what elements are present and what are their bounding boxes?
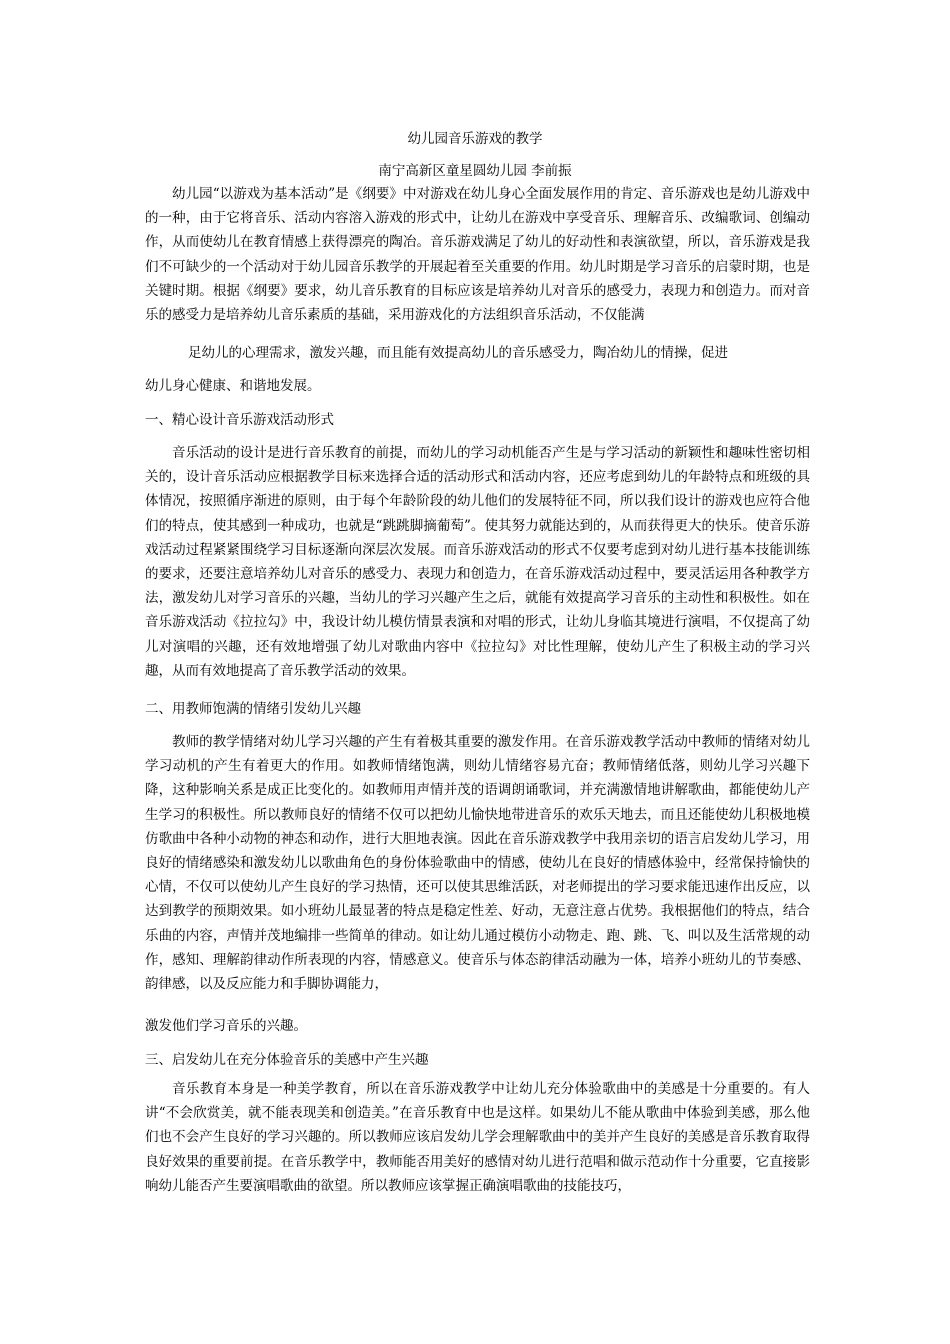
section-2-paragraph: 教师的教学情绪对幼儿学习兴趣的产生有着极其重要的激发作用。在音乐游戏教学活动中教师的情绪对幼儿学习动机的产生有着更大的作用。如教师情绪饱满，则幼儿情绪容易亢奋；教师情绪低落，则幼儿学习兴趣下降，这种影响关系是成正比变化的。如教师用声情并茂的语调朗诵歌词，并充满激情地讲解歌曲，都能使幼儿产生学习的积极性。所以教师良好的情绪不仅可以把幼儿愉快地带进音乐的欢乐天地去，而且还能使幼儿积极地模仿歌曲中各种小动物的神态和动作，进行大胆地表演。因此在音乐游戏教学中我用亲切的语言启发幼儿学习，用良好的情绪感染和激发幼儿以歌曲角色的身份体验歌曲中的情感，使幼儿在良好的情感体验中，经常保持愉快的心情，不仅可以使幼儿产生良好的学习热情，还可以使其思维活跃，对老师提出的学习要求能迅速作出反应，以达到教学的预期效果。如小班幼儿最显著的特点是稳定性差、好动，无意注意占优势。我根据他们的特点，结合乐曲的内容，声情并茂地编排一些简单的律动。如让幼儿通过模仿小动物走、跑、跳、飞、叫以及生活常规的动作，感知、理解韵律动作所表现的内容，情感意义。使音乐与体态韵律活动融为一体，培养小班幼儿的节奏感、韵律感，以及反应能力和手脚协调能力， <box>145 734 810 993</box>
section-1-heading: 一、精心设计音乐游戏活动形式 <box>145 412 334 428</box>
section-2-paragraph-line-2: 激发他们学习音乐的兴趣。 <box>145 1018 307 1034</box>
intro-paragraph-line-3: 幼儿身心健康、和谐地发展。 <box>145 378 321 394</box>
section-2-heading: 二、用教师饱满的情绪引发幼儿兴趣 <box>145 701 361 717</box>
document-author: 南宁高新区童星圆幼儿园 李前振 <box>378 163 572 179</box>
intro-paragraph-line-2: 足幼儿的心理需求，激发兴趣，而且能有效提高幼儿的音乐感受力，陶冶幼儿的情操，促进 <box>188 345 728 361</box>
intro-paragraph: 幼儿园“以游戏为基本活动”是《纲要》中对游戏在幼儿身心全面发展作用的肯定、音乐游戏也是幼儿游戏中的一种，由于它将音乐、活动内容溶入游戏的形式中，让幼儿在游戏中享受音乐、理解音乐、改编歌词、创编动作，从而使幼儿在教育情感上获得漂亮的陶冶。音乐游戏满足了幼儿的好动性和表演欲望，所以，音乐游戏是我们不可缺少的一个活动对于幼儿园音乐教学的开展起着至关重要的作用。幼儿时期是学习音乐的启蒙时期，也是关键时期。根据《纲要》要求，幼儿音乐教育的目标应该是培养幼儿对音乐的感受力，表现力和创造力。而对音乐的感受力是培养幼儿音乐素质的基础，采用游戏化的方法组织音乐活动，不仅能满 <box>145 186 810 324</box>
document-title: 幼儿园音乐游戏的教学 <box>407 131 543 147</box>
section-3-heading: 三、启发幼儿在充分体验音乐的美感中产生兴趣 <box>145 1052 429 1068</box>
section-3-paragraph: 音乐教育本身是一种美学教育，所以在音乐游戏教学中让幼儿充分体验歌曲中的美感是十分重要的。有人讲“不会欣赏美，就不能表现美和创造美。”在音乐教育中也是这样。如果幼儿不能从歌曲中体验到美感，那么他们也不会产生良好的学习兴趣的。所以教师应该启发幼儿学会理解歌曲中的美并产生良好的美感是音乐教育取得良好效果的重要前提。在音乐教学中，教师能否用美好的感情对幼儿进行范唱和做示范动作十分重要，它直接影响幼儿能否产生要演唱歌曲的欲望。所以教师应该掌握正确演唱歌曲的技能技巧， <box>145 1081 810 1194</box>
section-1-paragraph: 音乐活动的设计是进行音乐教育的前提，而幼儿的学习动机能否产生是与学习活动的新颖性和趣味性密切相关的，设计音乐活动应根据教学目标来选择合适的活动形式和活动内容，还应考虑到幼儿的年龄特点和班级的具体情况，按照循序渐进的原则，由于每个年龄阶段的幼儿他们的发展特征不同，所以我们设计的游戏也应符合他们的特点，使其感到一种成功，也就是“跳跳脚摘葡萄”。使其努力就能达到的，从而获得更大的快乐。使音乐游戏活动过程紧紧围绕学习目标逐渐向深层次发展。而音乐游戏活动的形式不仅要考虑到对幼儿进行基本技能训练的要求，还要注意培养幼儿对音乐的感受力、表现力和创造力，在音乐游戏活动过程中，要灵活运用各种教学方法，激发幼儿对学习音乐的兴趣，当幼儿的学习兴趣产生之后，就能有效提高学习音乐的主动性和积极性。如在音乐游戏活动《拉拉勾》中，我设计幼儿模仿情景表演和对唱的形式，让幼儿身临其境进行演唱，不仅提高了幼儿对演唱的兴趣，还有效地增强了幼儿对歌曲内容中《拉拉勾》对比性理解，使幼儿产生了积极主动的学习兴趣，从而有效地提高了音乐教学活动的效果。 <box>145 445 810 679</box>
